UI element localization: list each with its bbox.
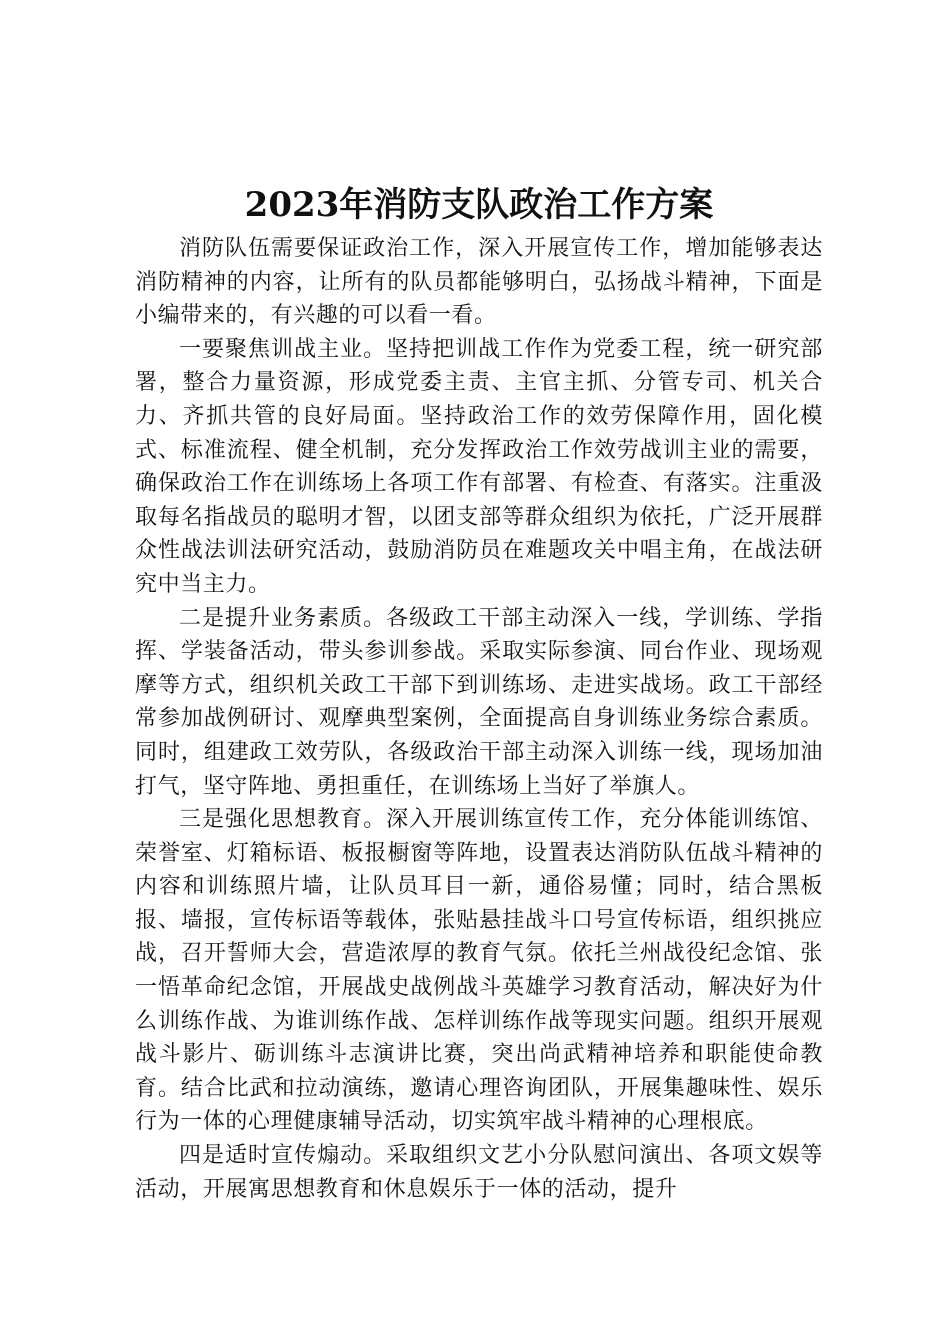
- paragraph-ideological-education: 三是强化思想教育。深入开展训练宣传工作，充分体能训练馆、荣誉室、灯箱标语、板报橱窗等阵地，设置表达消防队伍战斗精神的内容和训练照片墙，让队员耳目一新，通俗易懂；同时，结合黑板报、墙报，宣传标语等载体，张贴悬挂战斗口号宣传标语，组织挑应战，召开誓师大会，营造浓厚的教育气氛。依托兰州战役纪念馆、张一悟革命纪念馆，开展战史战例战斗英雄学习教育活动，解决好为什么训练作战、为谁训练作战、怎样训练作战等现实问题。组织开展观战斗影片、砺训练斗志演讲比赛，突出尚武精神培养和职能使命教育。结合比武和拉动演练，邀请心理咨询团队，开展集趣味性、娱乐行为一体的心理健康辅导活动，切实筑牢战斗精神的心理根底。: [135, 807, 823, 1135]
- document-title: 2023年消防支队政治工作方案: [244, 185, 714, 225]
- paragraph-professional-quality: 二是提升业务素质。各级政工干部主动深入一线，学训练、学指挥、学装备活动，带头参训参战。采取实际参演、同台作业、现场观摩等方式，组织机关政工干部下到训练场、走进实战场。政工干部经常参加战例研讨、观摩典型案例，全面提高自身训练业务综合素质。同时，组建政工效劳队，各级政治干部主动深入训练一线，现场加油打气，坚守阵地、勇担重任，在训练场上当好了举旗人。: [135, 605, 823, 799]
- paragraph-training-focus: 一要聚焦训战主业。坚持把训战工作作为党委工程，统一研究部署，整合力量资源，形成党委主责、主官主抓、分管专司、机关合力、齐抓共管的良好局面。坚持政治工作的效劳保障作用，固化模式、标准流程、健全机制，充分发挥政治工作效劳战训主业的需要，确保政治工作在训练场上各项工作有部署、有检查、有落实。注重汲取每名指战员的聪明才智，以团支部等群众组织为依托，广泛开展群众性战法训法研究活动，鼓励消防员在难题攻关中唱主角，在战法研究中当主力。: [135, 336, 823, 597]
- paragraph-publicity: 四是适时宣传煽动。采取组织文艺小分队慰问演出、各项文娱等活动，开展寓思想教育和休息娱乐于一体的活动，提升: [135, 1143, 823, 1202]
- document-body: [135, 232, 823, 1206]
- paragraph-intro: 消防队伍需要保证政治工作，深入开展宣传工作，增加能够表达消防精神的内容，让所有的队员都能够明白，弘扬战斗精神，下面是小编带来的，有兴趣的可以看一看。: [135, 236, 823, 329]
